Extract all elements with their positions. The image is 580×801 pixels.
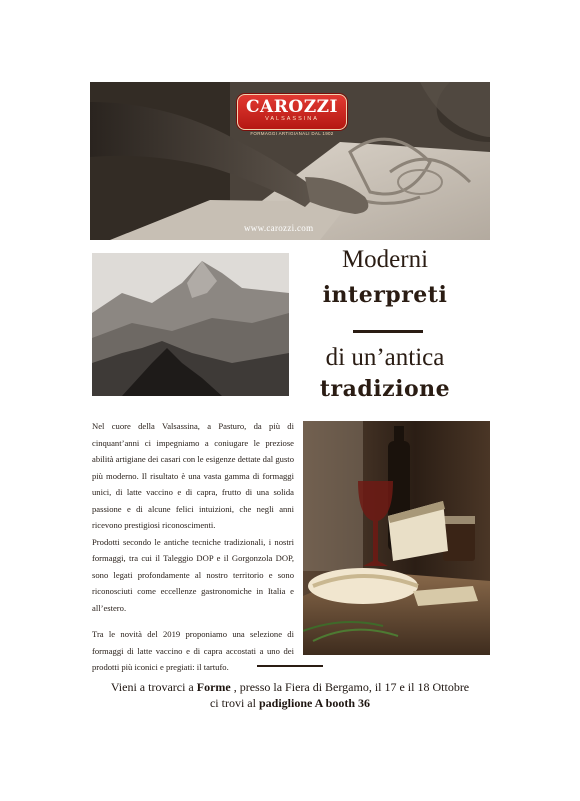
body-paragraph-3: Tra le novità del 2019 proponiamo una selezione di formaggi di latte vaccino e di capra accostati a uno dei prodotti più iconici e pregiati: il tartufo. [92,629,294,672]
logo-tagline: FORMAGGI ARTIGIANALI DAL 1902 [250,131,334,136]
footer-event-name: Forme [196,680,231,694]
headline-divider [353,330,423,333]
footer-booth: padiglione A booth 36 [258,696,371,710]
body-paragraph-2: Prodotti secondo le antiche tecniche tradizionali, i nostri formaggi, tra cui il Taleggio DOP e il Gorgonzola DOP, sono legati profondamente al nostro territorio e sono riconosciuti come eccellenze gastronomiche in Italia e all’estero. [92,536,294,613]
logo-brand-name: CAROZZI [246,97,338,117]
carozzi-logo [237,94,347,130]
body-paragraph-1: Nel cuore della Valsassina, a Pasturo, da più di cinquant’anni ci impegniamo a coniugare le preziose abilità artigiane dei casari con le esigenze dettate dal gusto più moderno. Il risultato è una vasta gamma di formaggi unici, di latte vaccino e di capra, frutto di una solida passione e di alcune felici intuizioni, che negli anni ricevono prestigiosi riconoscimenti. [92,421,294,530]
logo-region: VALSASSINA [265,116,319,122]
headline-line-3: di un’antica [325,344,445,371]
cheese-board-illustration [303,421,490,655]
headline-line-1: Moderni [341,246,429,273]
footer-line-1-pre: Vieni a trovarci a [110,680,197,694]
footer-line-1-post: , presso la Fiera di Bergamo, il 17 e il 18 Ottobre [230,680,470,694]
footer-line-2-pre: ci trovi al [209,696,259,710]
body-copy [92,418,294,676]
website-url: www.carozzi.com [244,223,314,233]
headline-line-2: interpreti [322,282,448,308]
mountain-illustration [92,253,289,396]
headline-line-4: tradizione [319,376,451,402]
footer-invite-line [70,680,510,695]
footer-divider [257,665,323,667]
mountain-photo [92,253,289,396]
footer-booth-line [70,696,510,711]
cheese-board-photo [303,421,490,655]
